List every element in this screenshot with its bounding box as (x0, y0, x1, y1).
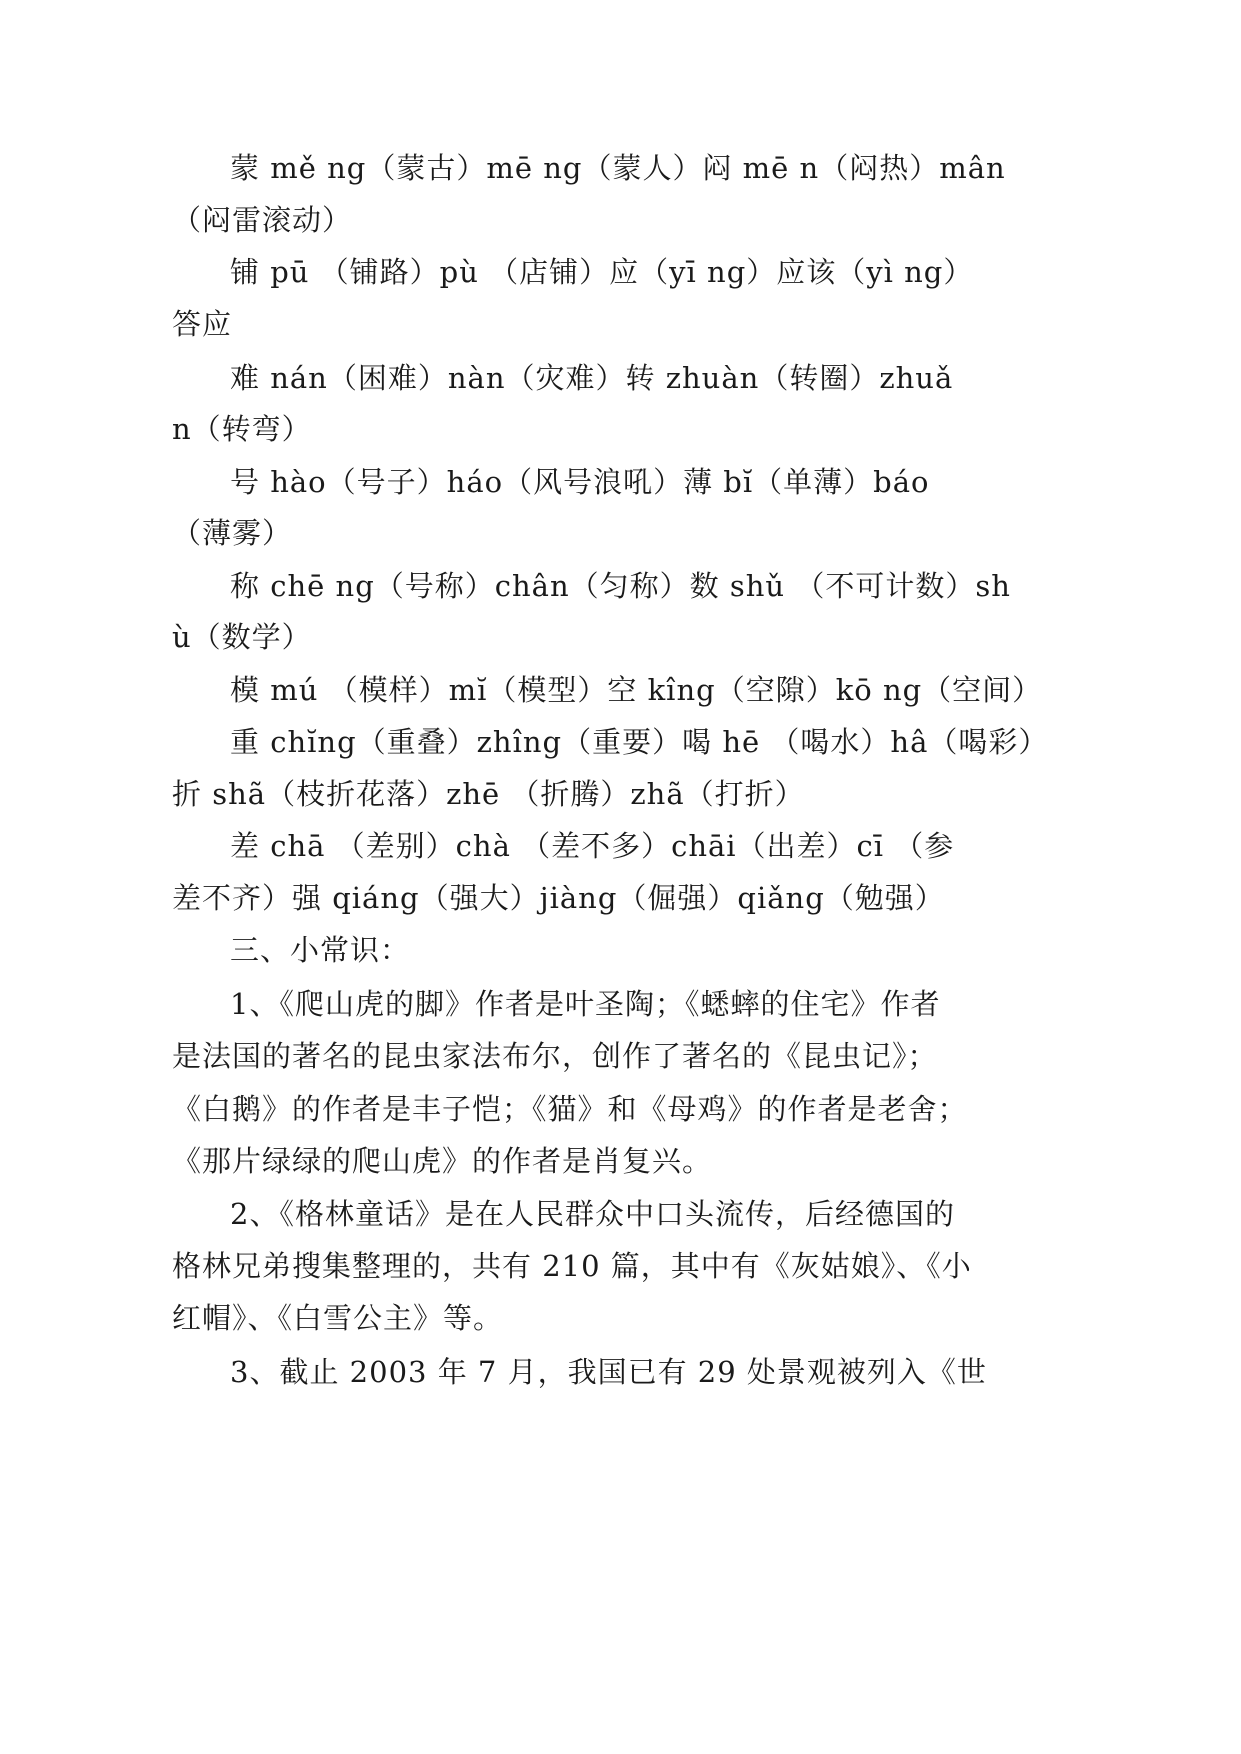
text-line: 红帽》、《白雪公主》等。 (172, 1301, 504, 1335)
text-line: 3、截止 2003 年 7 月，我国已有 29 处景观被列入《世 (230, 1355, 987, 1389)
text-line: 铺 pū （铺路）pù （店铺）应（yī ng）应该（yì ng） (230, 255, 974, 289)
text-line: 《白鹅》的作者是丰子恺；《猫》和《母鸡》的作者是老舍； (172, 1092, 968, 1126)
text-line: 是法国的著名的昆虫家法布尔，创作了著名的《昆虫记》； (172, 1039, 938, 1073)
text-line: ù（数学） (172, 620, 312, 654)
text-line: （闷雷滚动） (172, 203, 353, 237)
text-line: 答应 (172, 307, 233, 341)
text-line: 差不齐）强 qiáng（强大）jiàng（倔强）qiǎng（勉强） (172, 881, 945, 915)
text-line: 称 chē ng（号称）chân（匀称）数 shǔ （不可计数）sh (230, 569, 1011, 603)
text-line: 差 chā （差别）chà （差不多）chāi（出差）cī （参 (230, 829, 955, 863)
text-line: 重 chĭng（重叠）zhîng（重要）喝 hē （喝水）hâ（喝彩） (230, 725, 1049, 759)
text-line: 2、《格林童话》是在人民群众中口头流传，后经德国的 (230, 1197, 955, 1231)
text-line: 折 shã（枝折花落）zhē （折腾）zhã（打折） (172, 777, 805, 811)
text-line: n（转弯） (172, 412, 312, 446)
text-line: 模 mú （模样）mĭ（模型）空 kîng（空隙）kō ng（空间） (230, 673, 1043, 707)
text-line: 1、《爬山虎的脚》作者是叶圣陶；《蟋蟀的住宅》作者 (230, 987, 941, 1021)
text-line: 难 nán（困难）nàn（灾难）转 zhuàn（转圈）zhuǎ (230, 361, 954, 395)
text-line: 格林兄弟搜集整理的，共有 210 篇，其中有《灰姑娘》、《小 (172, 1249, 972, 1283)
section-heading: 三、小常识： (230, 933, 411, 967)
text-line: 《那片绿绿的爬山虎》的作者是肖复兴。 (172, 1144, 713, 1178)
text-line: 蒙 mě ng（蒙古）mē ng（蒙人）闷 mē n（闷热）mân (230, 151, 1006, 185)
text-line: （薄雾） (172, 516, 293, 550)
text-line: 号 hào（号子）háo（风号浪吼）薄 bĭ（单薄）báo (230, 465, 930, 499)
